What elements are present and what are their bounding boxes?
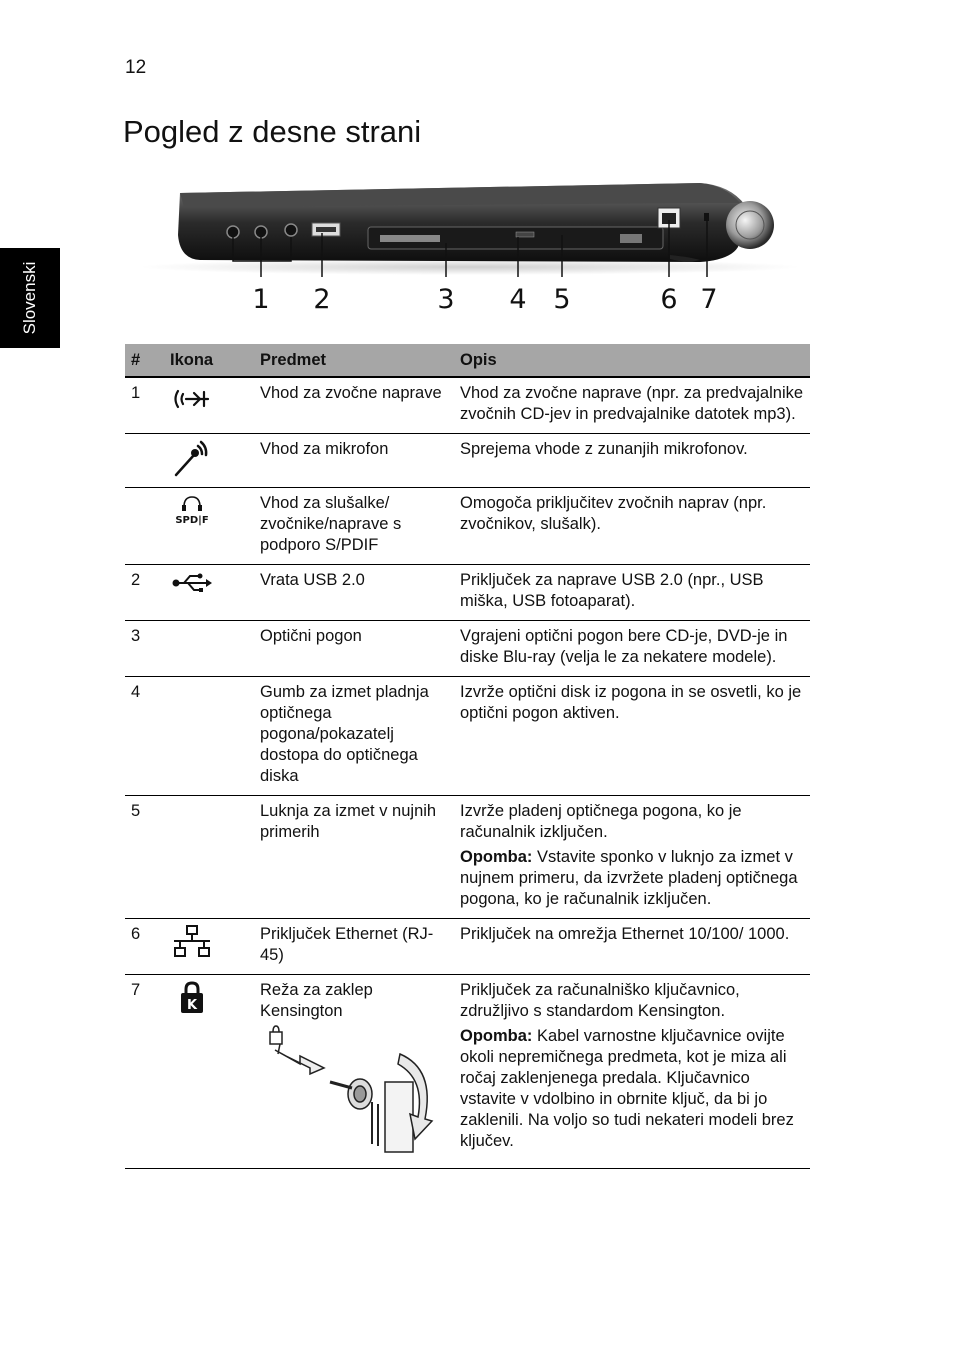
row-description-text: Vgrajeni optični pogon bere CD-je, DVD-je in diske Blu-ray (velja le za nekatere modele).: [460, 627, 788, 666]
audio-in-icon: [170, 383, 214, 415]
row-item: Gumb za izmet pladnja optičnega pogona/pokazatelj dostopa do optičnega diska: [254, 677, 454, 796]
row-description: [454, 377, 810, 434]
microphone-icon: [170, 439, 214, 479]
row-description-text: Vhod za zvočne naprave (npr. za predvajalnike zvočnih CD-jev in predvajalnike datotek mp3).: [460, 384, 804, 423]
row-description-text: Sprejema vhode z zunanjih mikrofonov.: [460, 440, 748, 458]
table-row: [125, 677, 810, 796]
kensington-lock-illustration: [260, 1024, 440, 1154]
page-title: Pogled z desne strani: [123, 114, 422, 149]
row-description-text: Omogoča priključitev zvočnih naprav (npr. zvočnikov, slušalk).: [460, 494, 767, 533]
page-number: 12: [125, 57, 147, 78]
row-note: [460, 847, 806, 910]
note-text: Vstavite sponko v luknjo za izmet v nujnem primeru, da izvržete pladenj optičnega pogona, ko je računalnik izključen.: [460, 848, 798, 908]
row-note: [460, 1026, 806, 1152]
row-description: [454, 565, 810, 621]
callout-2: 2: [313, 284, 331, 315]
callout-5: 5: [553, 284, 571, 315]
usb-icon: [170, 570, 214, 596]
callout-1: 1: [252, 284, 270, 315]
language-tab-label: Slovenski: [20, 261, 39, 335]
table-row: [125, 434, 810, 488]
table-row: [125, 796, 810, 919]
row-description: [454, 975, 810, 1169]
row-item: Optični pogon: [254, 621, 454, 677]
row-number: [125, 434, 164, 488]
header-item: Predmet: [254, 344, 454, 377]
table-row: [125, 488, 810, 565]
row-item-cell: [254, 975, 454, 1169]
row-icon-cell: [164, 434, 254, 488]
ports-table: [125, 344, 810, 1169]
laptop-right-side-figure: [140, 175, 800, 320]
callout-7: 7: [700, 284, 718, 315]
header-number: #: [125, 344, 164, 377]
row-item: Luknja za izmet v nujnih primerih: [254, 796, 454, 919]
table-row: [125, 919, 810, 975]
note-text: Kabel varnostne ključavnice ovijte okoli nepremičnega predmeta, kot je miza ali ročaj zaklenjenega predala. Ključavnico vstavite v vdolbino in obrnite ključ, da bi jo zaklenili. Na voljo so tudi nekateri modeli brez ključev.: [460, 1027, 794, 1150]
row-icon-cell: [164, 975, 254, 1169]
ethernet-icon: [170, 924, 214, 958]
row-description-text: Priključek za računalniško ključavnico, združljivo s standardom Kensington.: [460, 981, 740, 1020]
header-description: Opis: [454, 344, 810, 377]
row-icon-cell: [164, 565, 254, 621]
row-icon-cell: [164, 377, 254, 434]
row-number: 1: [131, 384, 141, 402]
callout-6: 6: [660, 284, 678, 315]
row-item: Vhod za mikrofon: [254, 434, 454, 488]
row-number: [125, 488, 164, 565]
callout-4: 4: [509, 284, 527, 315]
row-item: Priključek Ethernet (RJ-45): [254, 919, 454, 975]
table-row: [125, 377, 810, 434]
row-description-text: Izvrže pladenj optičnega pogona, ko je računalnik izključen.: [460, 802, 742, 841]
row-description: [454, 434, 810, 488]
row-description-text: Izvrže optični disk iz pogona in se osvetli, ko je optični pogon aktiven.: [460, 683, 802, 722]
table-row: [125, 565, 810, 621]
table-row: [125, 621, 810, 677]
row-description: [454, 796, 810, 919]
row-item: Vhod za slušalke/ zvočnike/naprave s podporo S/PDIF: [254, 488, 454, 565]
row-icon-cell: [164, 796, 254, 919]
row-number: 5: [125, 796, 164, 919]
row-item: Vhod za zvočne naprave: [260, 384, 442, 402]
row-number: 4: [125, 677, 164, 796]
table-row: [125, 975, 810, 1169]
language-tab: [0, 248, 60, 348]
note-label: Opomba:: [460, 848, 533, 866]
row-icon-cell: [164, 677, 254, 796]
header-icon: Ikona: [164, 344, 254, 377]
row-description: [454, 919, 810, 975]
row-description: [454, 621, 810, 677]
row-description-text: Priključek za naprave USB 2.0 (npr., USB miška, USB fotoaparat).: [460, 571, 764, 610]
row-description-text: Priključek na omrežja Ethernet 10/100/ 1000.: [460, 925, 790, 943]
row-description: [454, 677, 810, 796]
callout-3: 3: [437, 284, 455, 315]
row-number: 2: [125, 565, 164, 621]
row-description: [454, 488, 810, 565]
row-item: Vrata USB 2.0: [254, 565, 454, 621]
spdif-text: SPD|F: [175, 515, 209, 526]
lock-k-text: K: [186, 998, 198, 1013]
kensington-lock-icon: [170, 980, 214, 1016]
note-label: Opomba:: [460, 1027, 533, 1045]
row-item: Reža za zaklep Kensington: [260, 981, 373, 1020]
row-number: 6: [125, 919, 164, 975]
table-header-row: [125, 344, 810, 377]
row-icon-cell: [164, 621, 254, 677]
headphone-spdif-icon: [170, 493, 214, 527]
row-icon-cell: [164, 488, 254, 565]
row-number: 7: [125, 975, 164, 1169]
row-number: 3: [125, 621, 164, 677]
row-icon-cell: [164, 919, 254, 975]
